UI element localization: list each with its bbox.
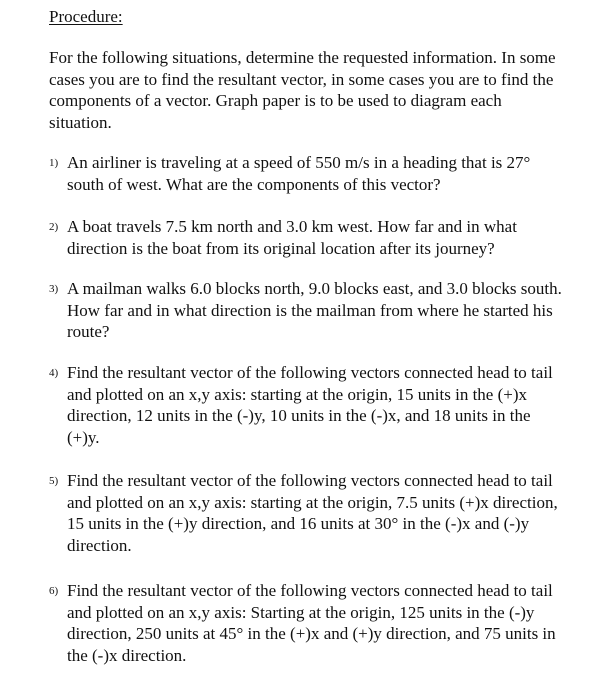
- problem-number: 5): [49, 475, 59, 487]
- problem-item: [49, 470, 564, 556]
- problem-number: 1): [49, 157, 59, 169]
- procedure-heading: Procedure:: [49, 7, 123, 26]
- problem-text: A boat travels 7.5 km north and 3.0 km west. How far and in what direction is the boat from its original location after its journey?: [67, 217, 517, 258]
- problem-text: Find the resultant vector of the following vectors connected head to tail and plotted on an x,y axis: Starting at the origin, 125 units in the (-)y direction, 250 units at 45° in the (+)x and (+)y direction, and 75 units in the (-)x direction.: [67, 581, 556, 665]
- problem-item: [49, 362, 564, 448]
- problem-text: Find the resultant vector of the following vectors connected head to tail and plotted on an x,y axis: starting at the origin, 7.5 units (+)x direction, 15 units in the (+)y direction, and 16 units at 30° in the (-)x and (-)y direction.: [67, 471, 558, 555]
- problem-number: 4): [49, 367, 59, 379]
- problem-item: [49, 580, 564, 666]
- problem-number: 3): [49, 283, 59, 295]
- intro-paragraph: For the following situations, determine the requested information. In some cases you are to find the resultant vector, in some cases you are to find the components of a vector. Graph paper is to be used to diagram each situation.: [49, 48, 556, 132]
- problem-item: [49, 278, 564, 343]
- problem-text: Find the resultant vector of the following vectors connected head to tail and plotted on an x,y axis: starting at the origin, 15 units in the (+)x direction, 12 units in the (-)y, 10 units in the (-)x, and 18 units in the (+)y.: [67, 363, 553, 447]
- problem-text: An airliner is traveling at a speed of 550 m/s in a heading that is 27° south of west. What are the components of this vector?: [67, 153, 531, 194]
- problem-text: A mailman walks 6.0 blocks north, 9.0 blocks east, and 3.0 blocks south. How far and in what direction is the mailman from where he started his route?: [67, 279, 562, 341]
- problem-number: 6): [49, 585, 59, 597]
- problem-item: [49, 152, 564, 195]
- problem-number: 2): [49, 221, 59, 233]
- problem-item: [49, 216, 564, 259]
